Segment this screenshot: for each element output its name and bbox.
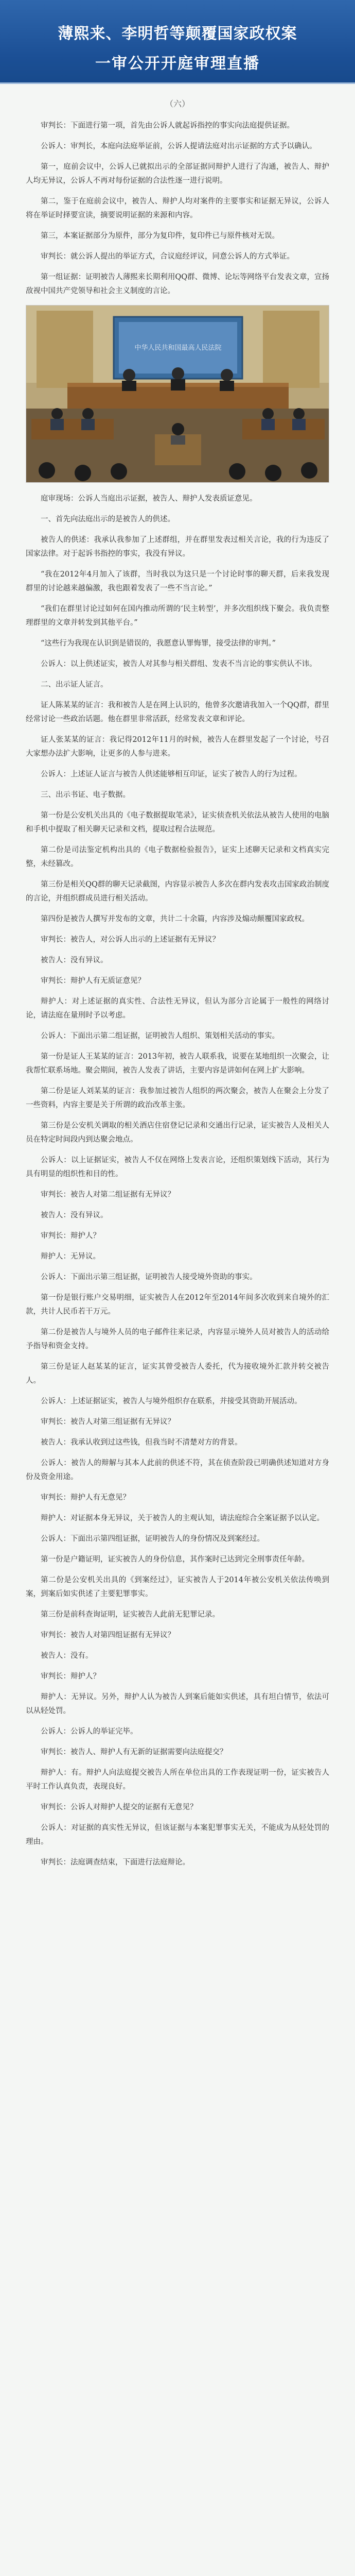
paragraph: 二、出示证人证言。: [41, 681, 108, 689]
paragraph: 证人张某某的证言：我记得2012年11月的时候，被告人在群里发起了一个讨论，号召大家想办法扩大影响，让更多的人参与进来。: [26, 736, 329, 758]
banner-divider: [0, 82, 355, 84]
paragraph: “我们在群里讨论过如何在国内推动所谓的‘民主转型’，并多次组织线下聚会。我负责整理群里的文章并转发到其他平台。”: [26, 605, 329, 627]
paragraph: 审判长：被告人、辩护人有无新的证据需要向法庭提交？: [41, 1748, 227, 1756]
paragraph: 审判长：辩护人？: [41, 1232, 100, 1240]
paragraph: 审判长：被告人对第四组证据有无异议？: [41, 1631, 175, 1639]
paragraphs-before-photo: [26, 119, 329, 298]
paragraph: 公诉人：下面出示第三组证据，证明被告人接受境外资助的事实。: [41, 1273, 257, 1281]
paragraph: 被告人：我承认收到过这些钱，但我当时不清楚对方的背景。: [41, 1438, 242, 1447]
paragraph: 第三，本案证据部分为原件，部分为复印件，复印件已与原件核对无误。: [41, 232, 279, 240]
paragraph: 公诉人：上述证据证实，被告人与境外组织存在联系，并接受其资助开展活动。: [41, 1397, 302, 1405]
paragraph: 第一，庭前会议中，公诉人已就拟出示的全部证据同辩护人进行了沟通，被告人、辩护人均无异议，公诉人不再对每份证据的合法性逐一进行说明。: [26, 163, 329, 185]
paragraph: 审判长：被告人对第三组证据有无异议？: [41, 1418, 175, 1426]
paragraph: 公诉人：下面出示第四组证据，证明被告人的身份情况及到案经过。: [41, 1535, 264, 1543]
paragraph: “这些行为我现在认识到是错误的，我愿意认罪悔罪，接受法律的审判。”: [41, 639, 276, 648]
paragraph: 第一份是户籍证明，证实被告人的身份信息，其作案时已达到完全刑事责任年龄。: [41, 1555, 309, 1564]
paragraph: 公诉人：下面出示第二组证据，证明被告人组织、策划相关活动的事实。: [41, 1032, 279, 1040]
title-banner: [0, 0, 355, 82]
paragraph: 第一份是证人王某某的证言：2013年初，被告人联系我，说要在某地组织一次聚会，让我帮忙联系场地。聚会期间，被告人发表了讲话，主要内容是讲如何在网上扩大影响。: [26, 1053, 329, 1075]
paragraph: 第二份是司法鉴定机构出具的《电子数据检验报告》，证实上述聊天记录和文档真实完整，未经篡改。: [26, 846, 329, 868]
paragraph: 辩护人：无异议。: [41, 1252, 100, 1261]
paragraph: 审判长：辩护人有无质证意见？: [41, 977, 145, 985]
paragraph: 辩护人：有。辩护人向法庭提交被告人所在单位出具的工作表现证明一份，证实被告人平时工作认真负责，表现良好。: [26, 1769, 329, 1791]
banner-title-line2: 一审公开开庭审理直播: [95, 55, 260, 73]
courtroom-photo: [26, 305, 329, 483]
paragraph: 第二份是证人刘某某的证言：我参加过被告人组织的两次聚会，被告人在聚会上分发了一些资料，内容主要是关于所谓的政治改革主张。: [26, 1087, 329, 1109]
screen-caption: 中华人民共和国最高人民法院: [134, 344, 222, 352]
paragraph: 审判长：被告人，对公诉人出示的上述证据有无异议？: [41, 936, 220, 944]
paragraph: 第三份是相关QQ群的聊天记录截图，内容显示被告人多次在群内发表攻击国家政治制度的言论，并组织群成员进行相关活动。: [26, 880, 329, 903]
paragraph: 公诉人：被告人的辩解与其本人此前的供述不符，其在侦查阶段已明确供述知道对方身份及资金用途。: [26, 1459, 329, 1481]
article-body: [0, 110, 355, 1870]
paragraph: 审判长：被告人对第二组证据有无异议？: [41, 1191, 175, 1199]
paragraph: 辩护人：无异议。另外，辩护人认为被告人到案后能如实供述，具有坦白情节，依法可以从轻处罚。: [26, 1693, 329, 1715]
paragraph: 三、出示书证、电子数据。: [41, 791, 130, 799]
paragraph: 被告人：没有。: [41, 1652, 93, 1660]
paragraph: 公诉人：审判长，本庭向法庭举证前，公诉人提请法庭对出示证据的方式予以确认。: [41, 142, 317, 150]
paragraph: 公诉人：以上证据证实，被告人不仅在网络上发表言论，还组织策划线下活动，其行为具有明显的组织性和目的性。: [26, 1156, 329, 1178]
banner-title-line1: 薄熙来、李明哲等颠覆国家政权案: [58, 25, 297, 43]
paragraph: 被告人：没有异议。: [41, 1211, 108, 1219]
paragraph: 审判长：公诉人对辩护人提交的证据有无意见？: [41, 1803, 198, 1811]
paragraph: 证人陈某某的证言：我和被告人是在网上认识的，他曾多次邀请我加入一个QQ群，群里经常讨论一些政治话题。他在群里非常活跃，经常发表文章和评论。: [26, 701, 329, 723]
paragraph: 被告人：没有异议。: [41, 956, 108, 964]
paragraph: 第二份是被告人与境外人员的电子邮件往来记录，内容显示境外人员对被告人的活动给予指导和资金支持。: [26, 1328, 329, 1350]
paragraph: 公诉人：上述证人证言与被告人供述能够相互印证，证实了被告人的行为过程。: [41, 770, 302, 778]
paragraph: 第二，鉴于在庭前会议中，被告人、辩护人均对案件的主要事实和证据无异议，公诉人将在举证时择要宣读，摘要说明证据的来源和内容。: [26, 197, 329, 219]
paragraph: 审判长：辩护人有无意见？: [41, 1494, 130, 1502]
paragraph: 第一组证据：证明被告人薄熙来长期利用QQ群、微博、论坛等网络平台发表文章，宣扬敌视中国共产党领导和社会主义制度的言论。: [26, 273, 329, 295]
paragraph: 审判长：就公诉人提出的举证方式，合议庭经评议，同意公诉人的方式举证。: [41, 252, 294, 261]
paragraph: 审判长：辩护人？: [41, 1672, 100, 1681]
paragraph: 公诉人：以上供述证实，被告人对其参与相关群组、发表不当言论的事实供认不讳。: [41, 660, 317, 668]
paragraph: 审判长：法庭调查结束，下面进行法庭辩论。: [41, 1858, 190, 1867]
paragraph: 辩护人：对上述证据的真实性、合法性无异议，但认为部分言论属于一般性的网络讨论，请法庭在量刑时予以考虑。: [26, 997, 329, 1020]
paragraph: 第三份是公安机关调取的相关酒店住宿登记记录和交通出行记录，证实被告人及相关人员在特定时间段内到达聚会地点。: [26, 1122, 329, 1144]
paragraph: 一、首先向法庭出示的是被告人的供述。: [41, 515, 175, 523]
paragraph: 第一份是公安机关出具的《电子数据提取笔录》，证实侦查机关依法从被告人使用的电脑和手机中提取了相关聊天记录和文档，提取过程合法规范。: [26, 811, 329, 834]
part-number: （六）: [165, 99, 190, 109]
paragraph: 第二份是公安机关出具的《到案经过》，证实被告人于2014年被公安机关依法传唤到案，到案后如实供述了主要犯罪事实。: [26, 1576, 329, 1598]
paragraph: 公诉人：公诉人的举证完毕。: [41, 1727, 138, 1736]
paragraph: 审判长：下面进行第一项，首先由公诉人就起诉指控的事实向法庭提供证据。: [41, 122, 294, 130]
paragraph: 第三份是前科查询证明，证实被告人此前无犯罪记录。: [41, 1611, 220, 1619]
paragraph: 辩护人：对证据本身无异议，关于被告人的主观认知，请法庭综合全案证据予以认定。: [41, 1514, 324, 1522]
paragraph: 被告人的供述：我承认我参加了上述群组，并在群里发表过相关言论，我的行为违反了国家法律。对于起诉书指控的事实，我没有异议。: [26, 536, 329, 558]
paragraph: 第三份是证人赵某某的证言，证实其曾受被告人委托，代为接收境外汇款并转交被告人。: [26, 1363, 329, 1385]
paragraph: 第四份是被告人撰写并发布的文章，共计二十余篇，内容涉及煽动颠覆国家政权。: [41, 915, 309, 923]
paragraph: “我在2012年4月加入了该群，当时我以为这只是一个讨论时事的聊天群，后来我发现群里的讨论越来越偏激，我也跟着发表了一些不当言论。”: [26, 570, 329, 592]
paragraph: 第一份是银行账户交易明细，证实被告人在2012年至2014年间多次收到来自境外的汇款，共计人民币若干万元。: [26, 1294, 329, 1316]
paragraphs-after-photo: [26, 492, 329, 1870]
paragraph: 公诉人：对证据的真实性无异议，但该证据与本案犯罪事实无关，不能成为从轻处罚的理由。: [26, 1824, 329, 1846]
paragraph: 庭审现场：公诉人当庭出示证据，被告人、辩护人发表质证意见。: [41, 495, 257, 503]
